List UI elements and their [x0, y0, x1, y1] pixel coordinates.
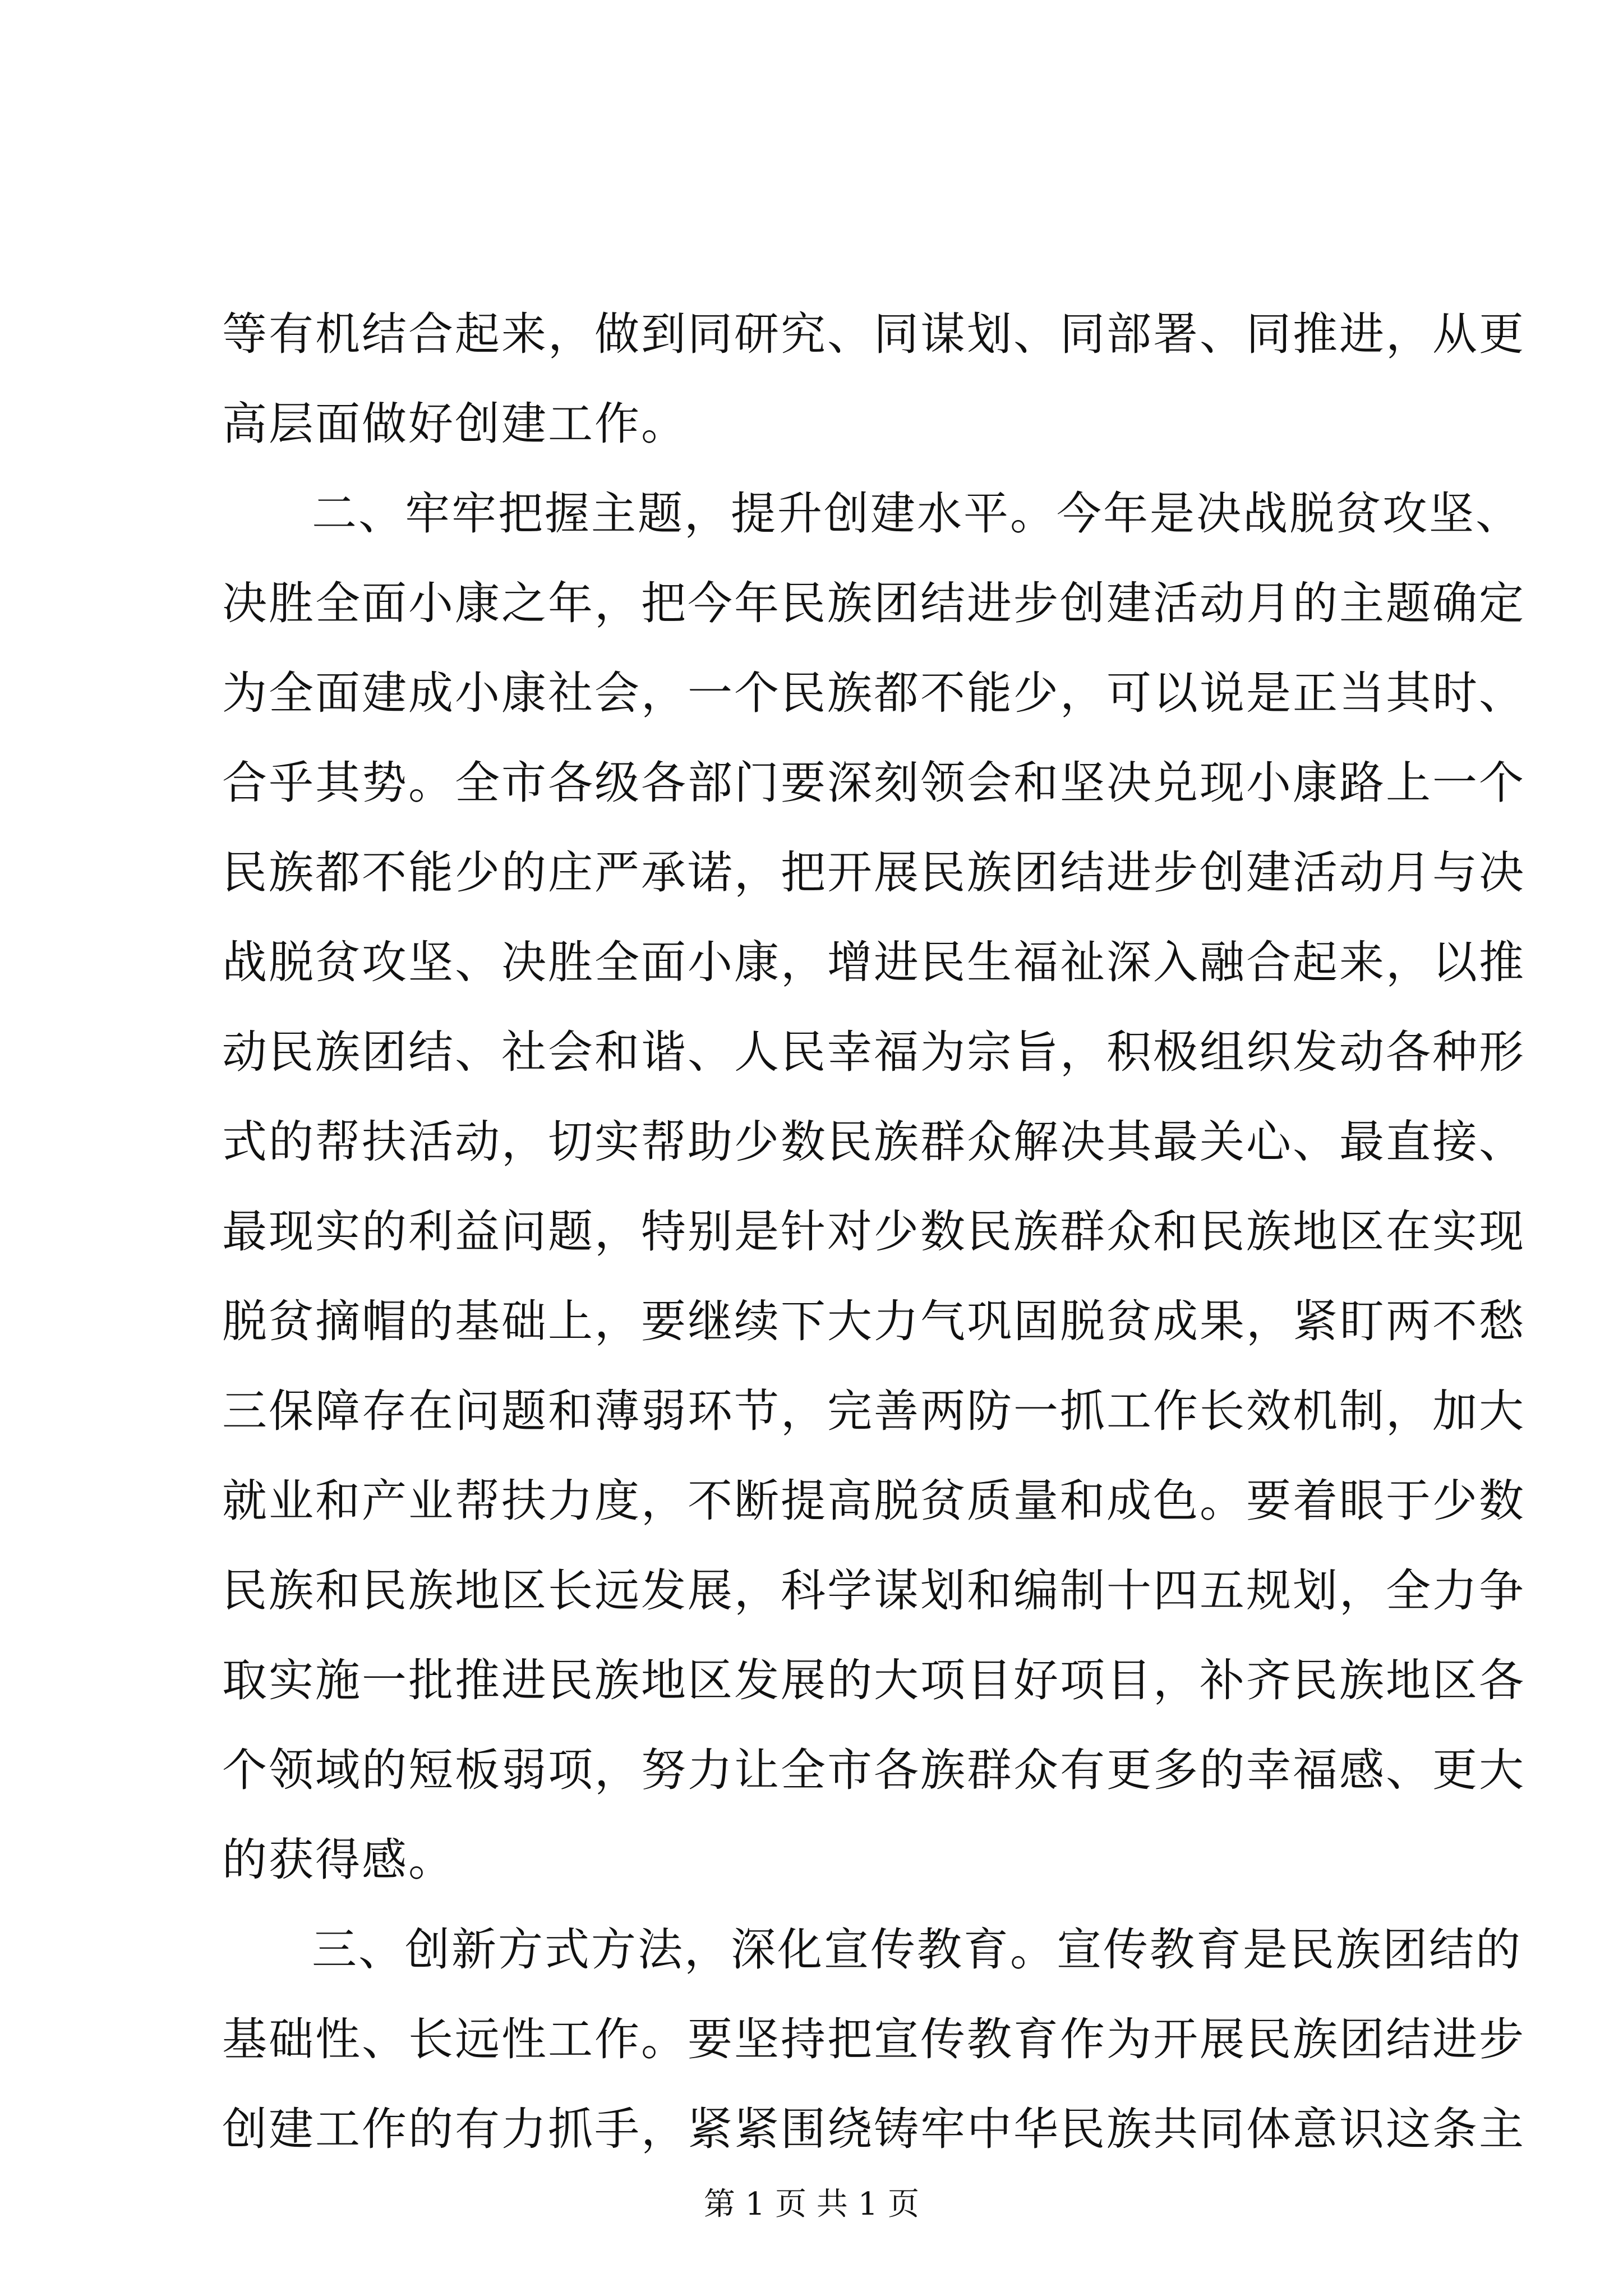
body-text-line: 就业和产业帮扶力度，不断提高脱贫质量和成色。要着眼于少数: [222, 1475, 1525, 1527]
body-text-line: 合乎其势。全市各级各部门要深刻领会和坚决兑现小康路上一个: [222, 757, 1525, 809]
body-text-line: 脱贫摘帽的基础上，要继续下大力气巩固脱贫成果，紧盯两不愁: [222, 1295, 1525, 1347]
body-text-line: 个领域的短板弱项，努力让全市各族群众有更多的幸福感、更大: [222, 1744, 1525, 1796]
body-text-line: 决胜全面小康之年，把今年民族团结进步创建活动月的主题确定: [222, 577, 1525, 629]
body-text-line: 取实施一批推进民族地区发展的大项目好项目，补齐民族地区各: [222, 1654, 1525, 1706]
body-text-line: 为全面建成小康社会，一个民族都不能少，可以说是正当其时、: [222, 667, 1525, 719]
body-text-line: 式的帮扶活动，切实帮助少数民族群众解决其最关心、最直接、: [222, 1116, 1525, 1168]
body-text-line: 最现实的利益问题，特别是针对少数民族群众和民族地区在实现: [222, 1205, 1525, 1258]
body-text-line: 的获得感。: [222, 1834, 455, 1886]
body-text-line: 民族都不能少的庄严承诺，把开展民族团结进步创建活动月与决: [222, 846, 1525, 899]
body-text-line: 民族和民族地区长远发展，科学谋划和编制十四五规划，全力争: [222, 1565, 1525, 1617]
body-text-line: 等有机结合起来，做到同研究、同谋划、同部署、同推进，从更: [222, 308, 1525, 360]
body-text-line: 基础性、长远性工作。要坚持把宣传教育作为开展民族团结进步: [222, 2013, 1525, 2065]
body-text-line: 动民族团结、社会和谐、人民幸福为宗旨，积极组织发动各种形: [222, 1026, 1525, 1078]
page-number-footer: 第 1 页 共 1 页: [703, 2186, 920, 2223]
body-text-line: 高层面做好创建工作。: [222, 398, 688, 450]
body-text-line: 三保障存在问题和薄弱环节，完善两防一抓工作长效机制，加大: [222, 1385, 1525, 1437]
section-heading-line: 二、牢牢把握主题，提升创建水平。今年是决战脱贫攻坚、: [312, 487, 1522, 540]
section-heading-line: 三、创新方式方法，深化宣传教育。宣传教育是民族团结的: [312, 1924, 1522, 1976]
body-text-line: 创建工作的有力抓手，紧紧围绕铸牢中华民族共同体意识这条主: [222, 2103, 1525, 2155]
body-text-line: 战脱贫攻坚、决胜全面小康，增进民生福祉深入融合起来，以推: [222, 936, 1525, 988]
